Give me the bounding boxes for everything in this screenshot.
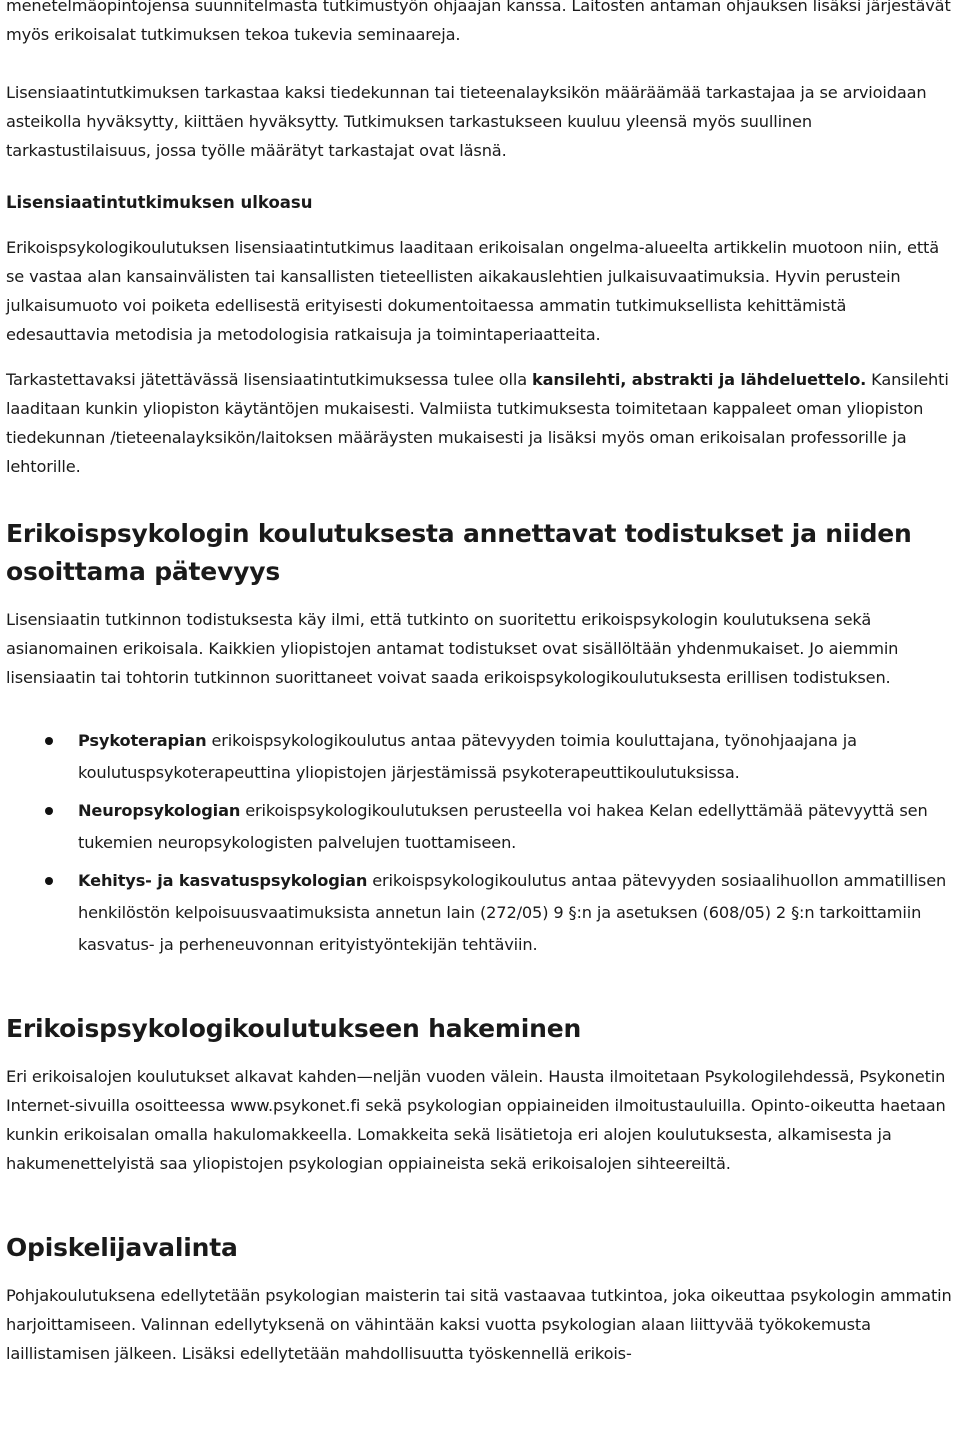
list-item-text: erikoispsykologikoulutus antaa pätevyyden sosiaalihuollon ammatillisen henkilöstön kelpoisuusvaatimuksista annetun lain (272/05) 9 §:n ja asetuksen (608/05) 2 §:n tarkoittamiin kasvatus- ja perheneuvonnan erityistyöntekijän tehtäviin. — [78, 871, 947, 954]
ulkoasu-paragraph: Erikoispsykologikoulutuksen lisensiaatintutkimus laaditaan erikoisalan ongelma-alueelta artikkelin muotoon niin, että se vastaa alan kansainvälisten tai kansallisten tieteellisten aikakauslehtien julkaisuvaatimuksia. Hyvin perustein julkaisumuoto voi poiketa edellisestä erityisesti dokumentoitaessa ammatin tutkimuksellista kehittämistä edesauttavia metodisia ja metodologisia ratkaisuja ja toimintaperiaatteita. — [6, 238, 940, 344]
patevyys-list — [6, 725, 954, 961]
kansilehti-text-post: Kansilehti laaditaan kunkin yliopiston käytäntöjen mukaisesti. Valmiista tutkimuksesta toimitetaan kappaleet oman yliopiston tiedekunnan /tieteenalayksikön/laitoksen määräysten mukaisesti ja lisäksi myös oman erikoisalan professorille ja lehtorille. — [6, 370, 949, 476]
bullet-icon — [45, 877, 53, 885]
kansilehti-bold-text: kansilehti, abstrakti ja lähdeluettelo. — [532, 370, 867, 389]
opiskelijavalinta-heading: Opiskelijavalinta — [6, 1233, 238, 1262]
list-item-text: erikoispsykologikoulutuksen perusteella voi hakea Kelan edellyttämää pätevyyttä sen tukemien neuropsykologisten palvelujen tuottamiseen. — [78, 801, 928, 852]
tarkastus-paragraph: Lisensiaatintutkimuksen tarkastaa kaksi tiedekunnan tai tieteenalayksikön määräämää tarkastajaa ja se arvioidaan asteikolla hyväksytty, kiittäen hyväksytty. Tutkimuksen tarkastukseen kuuluu yleensä myös suullinen tarkastustilaisuus, jossa työlle määrätyt tarkastajat ovat läsnä. — [6, 83, 927, 160]
kansilehti-paragraph — [6, 365, 954, 481]
document-page — [6, 0, 954, 1368]
hakeminen-heading: Erikoispsykologikoulutukseen hakeminen — [6, 1014, 582, 1043]
bullet-icon — [45, 737, 53, 745]
kansilehti-text-pre: Tarkastettavaksi jätettävässä lisensiaatintutkimuksessa tulee olla — [6, 370, 533, 389]
list-item — [6, 725, 954, 789]
bullet-icon — [45, 807, 53, 815]
opiskelijavalinta-paragraph: Pohjakoulutuksena edellytetään psykologian maisterin tai sitä vastaavaa tutkintoa, joka oikeuttaa psykologin ammatin harjoittamiseen. Valinnan edellytyksenä on vähintään kaksi vuotta psykologian alaan liittyvää työkokemusta laillistamisen jälkeen. Lisäksi edellytetään mahdollisuutta työskennellä erikois- — [6, 1286, 952, 1363]
todistukset-paragraph: Lisensiaatin tutkinnon todistuksesta käy ilmi, että tutkinto on suoritettu erikoispsykologin koulutuksena sekä asianomainen erikoisala. Kaikkien yliopistojen antamat todistukset ovat sisällöltään yhdenmukaiset. Jo aiemmin lisensiaatin tai tohtorin tutkinnon suorittaneet voivat saada erikoispsykologikoulutuksesta erillisen todistuksen. — [6, 610, 899, 687]
list-item-bold: Neuropsykologian — [78, 801, 241, 820]
list-item-text: erikoispsykologikoulutus antaa pätevyyden toimia kouluttajana, työnohjaajana ja koulutuspsykoterapeuttina yliopistojen järjestämissä psykoterapeuttikoulutuksissa. — [78, 731, 857, 782]
intro-paragraph: menetelmäopintojensa suunnitelmasta tutkimustyön ohjaajan kanssa. Laitosten antaman ohjauksen lisäksi järjestävät myös erikoisalat tutkimuksen tekoa tukevia seminaareja. — [6, 0, 951, 44]
list-item-bold: Psykoterapian — [78, 731, 207, 750]
list-item — [6, 795, 954, 859]
hakeminen-paragraph: Eri erikoisalojen koulutukset alkavat kahden—neljän vuoden välein. Hausta ilmoitetaan Psykologilehdessä, Psykonetin Internet-sivuilla osoitteessa www.psykonet.fi sekä psykologian oppiaineiden ilmoitustauluilla. Opinto-oikeutta haetaan kunkin erikoisalan omalla hakulomakkeella. Lomakkeita sekä lisätietoja eri alojen koulutuksesta, alkamisesta ja hakumenettelyistä saa yliopistojen psykologian oppiaineista sekä erikoisalojen sihteereiltä. — [6, 1067, 946, 1173]
list-item-bold: Kehitys- ja kasvatuspsykologian — [78, 871, 368, 890]
list-item — [6, 865, 954, 961]
ulkoasu-heading: Lisensiaatintutkimuksen ulkoasu — [6, 193, 313, 212]
todistukset-heading: Erikoispsykologin koulutuksesta annettavat todistukset ja niiden osoittama pätevyys — [6, 519, 912, 586]
